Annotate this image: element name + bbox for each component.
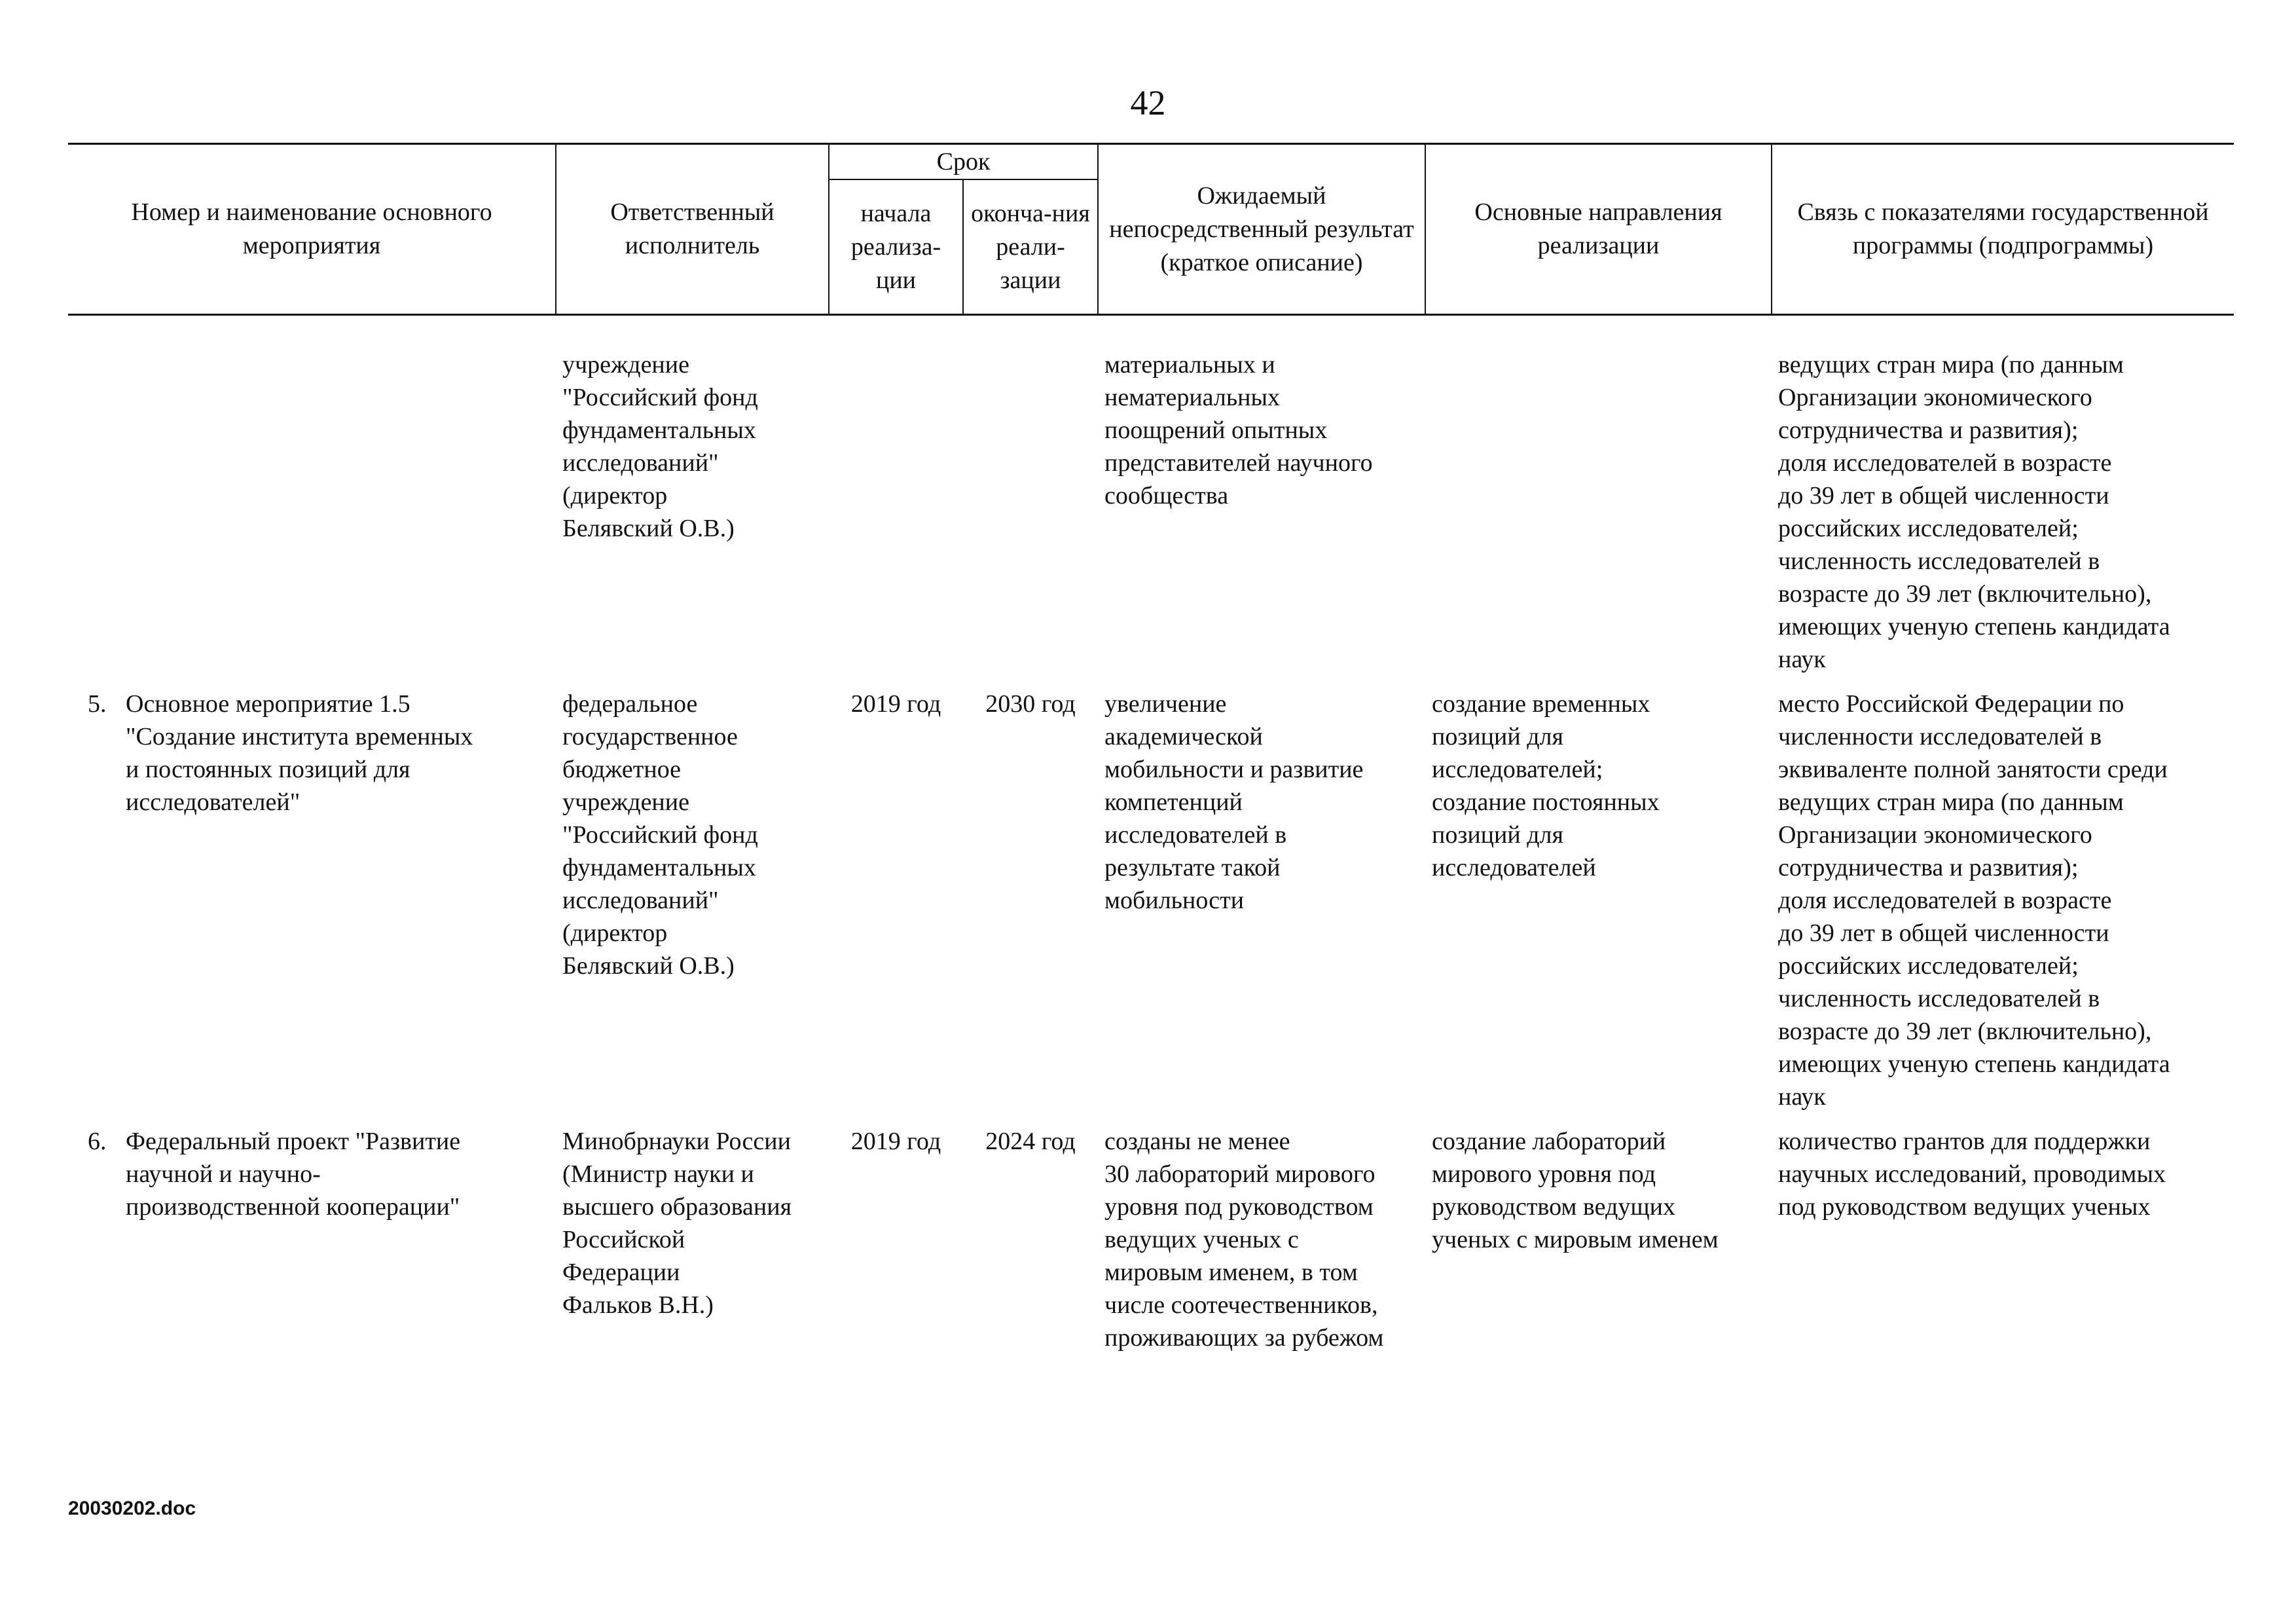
cell-start: 2019 год bbox=[850, 690, 941, 718]
cell-line: до 39 лет в общей численности bbox=[1778, 482, 2109, 509]
cell-line: "Российский фонд bbox=[562, 821, 758, 849]
cell-line: исследователей bbox=[1432, 854, 1596, 881]
cell-line: ученых с мировым именем bbox=[1432, 1226, 1719, 1253]
cell-end: 2030 год bbox=[985, 690, 1076, 718]
table-row bbox=[68, 688, 2234, 1113]
cell-line: бюджетное bbox=[562, 756, 682, 783]
cell-line: наук bbox=[1778, 1083, 1826, 1111]
cell-executor bbox=[556, 348, 829, 676]
cell-line: Белявский О.В.) bbox=[562, 952, 735, 980]
cell-line: количество грантов для поддержки bbox=[1778, 1128, 2151, 1155]
cell-line: мобильности bbox=[1104, 887, 1245, 914]
cell-start bbox=[829, 348, 963, 676]
cell-line: Федеральный проект "Развитие bbox=[126, 1128, 461, 1155]
cell-line: создание лабораторий bbox=[1432, 1128, 1666, 1155]
cell-line: Белявский О.В.) bbox=[562, 515, 735, 542]
cell-directions bbox=[1425, 348, 1772, 676]
header-term: Срок bbox=[829, 144, 1098, 180]
cell-line: мобильности и развитие bbox=[1104, 756, 1364, 783]
row-number: 6. bbox=[88, 1128, 107, 1155]
cell-line: учреждение bbox=[562, 788, 689, 816]
cell-result bbox=[1098, 348, 1425, 676]
page-number: 42 bbox=[1130, 83, 1166, 122]
cell-line: численности исследователей в bbox=[1778, 723, 2102, 750]
cell-result bbox=[1098, 688, 1425, 1113]
cell-line: численность исследователей в bbox=[1778, 985, 2100, 1012]
cell-directions bbox=[1425, 688, 1772, 1113]
cell-line: эквиваленте полной занятости среди bbox=[1778, 756, 2168, 783]
cell-line: исследователей" bbox=[126, 788, 301, 816]
cell-line: компетенций bbox=[1104, 788, 1243, 816]
cell-line: сообщества bbox=[1104, 482, 1229, 509]
cell-line: Фальков В.Н.) bbox=[562, 1291, 714, 1319]
cell-executor bbox=[556, 1125, 829, 1354]
cell-line: (директор bbox=[562, 482, 668, 509]
cell-line: исследований" bbox=[562, 887, 719, 914]
cell-line: представителей научного bbox=[1104, 449, 1373, 477]
header-name: Номер и наименование основного мероприятия bbox=[68, 144, 556, 315]
file-name: 20030202.doc bbox=[68, 1498, 196, 1519]
cell-line: позиций для bbox=[1432, 821, 1563, 849]
cell-line: наук bbox=[1778, 646, 1826, 673]
header-indicators: Связь с показателями государственной программы (подпрограммы) bbox=[1772, 144, 2234, 315]
cell-line: ведущих ученых с bbox=[1104, 1226, 1299, 1253]
activities-table bbox=[68, 143, 2234, 1354]
table-body bbox=[68, 315, 2234, 1355]
cell-line: "Создание института временных bbox=[126, 723, 473, 750]
cell-line: Основное мероприятие 1.5 bbox=[126, 690, 410, 718]
cell-line: Организации экономического bbox=[1778, 821, 2092, 849]
cell-line: Организации экономического bbox=[1778, 384, 2092, 411]
cell-line: (Министр науки и bbox=[562, 1160, 754, 1188]
cell-line: материальных и bbox=[1104, 351, 1275, 378]
cell-line: (директор bbox=[562, 919, 668, 947]
cell-line: доля исследователей в возрасте bbox=[1778, 887, 2112, 914]
table-header bbox=[68, 144, 2234, 315]
cell-line: федеральное bbox=[562, 690, 698, 718]
cell-line: руководством ведущих bbox=[1432, 1193, 1675, 1221]
cell-line: российских исследователей; bbox=[1778, 515, 2079, 542]
cell-indicators bbox=[1772, 1125, 2234, 1354]
cell-line: результате такой bbox=[1104, 854, 1281, 881]
cell-line: академической bbox=[1104, 723, 1263, 750]
cell-line: создание временных bbox=[1432, 690, 1650, 718]
cell-line: и постоянных позиций для bbox=[126, 756, 410, 783]
cell-name bbox=[68, 348, 556, 676]
header-executor: Ответственный исполнитель bbox=[556, 144, 829, 315]
cell-line: позиций для bbox=[1432, 723, 1563, 750]
cell-line: числе соотечественников, bbox=[1104, 1291, 1378, 1319]
cell-line: научной и научно- bbox=[126, 1160, 321, 1188]
cell-line: сотрудничества и развития); bbox=[1778, 854, 2079, 881]
cell-line: учреждение bbox=[562, 351, 689, 378]
cell-line: численность исследователей в bbox=[1778, 547, 2100, 575]
cell-line: проживающих за рубежом bbox=[1104, 1324, 1384, 1352]
header-directions: Основные направления реализации bbox=[1425, 144, 1772, 315]
cell-line: мирового уровня под bbox=[1432, 1160, 1656, 1188]
row-number: 5. bbox=[88, 690, 107, 718]
cell-line: российских исследователей; bbox=[1778, 952, 2079, 980]
cell-name bbox=[68, 688, 556, 1113]
cell-line: исследователей; bbox=[1432, 756, 1603, 783]
cell-line: 30 лабораторий мирового bbox=[1104, 1160, 1376, 1188]
cell-line: создание постоянных bbox=[1432, 788, 1660, 816]
cell-line: имеющих ученую степень кандидата bbox=[1778, 1050, 2170, 1078]
cell-line: Российской bbox=[562, 1226, 685, 1253]
cell-line: место Российской Федерации по bbox=[1778, 690, 2124, 718]
cell-line: Минобрнауки России bbox=[562, 1128, 791, 1155]
cell-start: 2019 год bbox=[850, 1128, 941, 1155]
table-row bbox=[68, 1125, 2234, 1354]
cell-name bbox=[68, 1125, 556, 1354]
cell-line: высшего образования bbox=[562, 1193, 792, 1221]
header-result: Ожидаемый непосредственный результат (краткое описание) bbox=[1098, 144, 1425, 315]
cell-line: созданы не менее bbox=[1104, 1128, 1290, 1155]
cell-line: научных исследований, проводимых bbox=[1778, 1160, 2166, 1188]
cell-line: ведущих стран мира (по данным bbox=[1778, 351, 2124, 378]
cell-line: сотрудничества и развития); bbox=[1778, 416, 2079, 444]
cell-line: уровня под руководством bbox=[1104, 1193, 1374, 1221]
cell-line: нематериальных bbox=[1104, 384, 1281, 411]
cell-end: 2024 год bbox=[985, 1128, 1076, 1155]
cell-line: под руководством ведущих ученых bbox=[1778, 1193, 2151, 1221]
cell-line: возрасте до 39 лет (включительно), bbox=[1778, 1018, 2152, 1045]
table-row bbox=[68, 348, 2234, 676]
cell-line: до 39 лет в общей численности bbox=[1778, 919, 2109, 947]
header-start: начала реализа-ции bbox=[829, 179, 963, 315]
cell-end bbox=[963, 348, 1098, 676]
cell-line: возрасте до 39 лет (включительно), bbox=[1778, 580, 2152, 608]
cell-line: ведущих стран мира (по данным bbox=[1778, 788, 2124, 816]
cell-line: производственной кооперации" bbox=[126, 1193, 460, 1221]
cell-line: поощрений опытных bbox=[1104, 416, 1328, 444]
cell-line: фундаментальных bbox=[562, 416, 756, 444]
cell-line: государственное bbox=[562, 723, 738, 750]
cell-line: "Российский фонд bbox=[562, 384, 758, 411]
cell-indicators bbox=[1772, 348, 2234, 676]
cell-line: имеющих ученую степень кандидата bbox=[1778, 613, 2170, 640]
cell-line: Федерации bbox=[562, 1259, 680, 1286]
cell-result bbox=[1098, 1125, 1425, 1354]
cell-line: увеличение bbox=[1104, 690, 1227, 718]
cell-line: исследований" bbox=[562, 449, 719, 477]
cell-indicators bbox=[1772, 688, 2234, 1113]
header-end: оконча-ния реали-зации bbox=[963, 179, 1098, 315]
cell-executor bbox=[556, 688, 829, 1113]
cell-line: доля исследователей в возрасте bbox=[1778, 449, 2112, 477]
cell-line: исследователей в bbox=[1104, 821, 1287, 849]
cell-line: мировым именем, в том bbox=[1104, 1259, 1358, 1286]
cell-directions bbox=[1425, 1125, 1772, 1354]
cell-line: фундаментальных bbox=[562, 854, 756, 881]
